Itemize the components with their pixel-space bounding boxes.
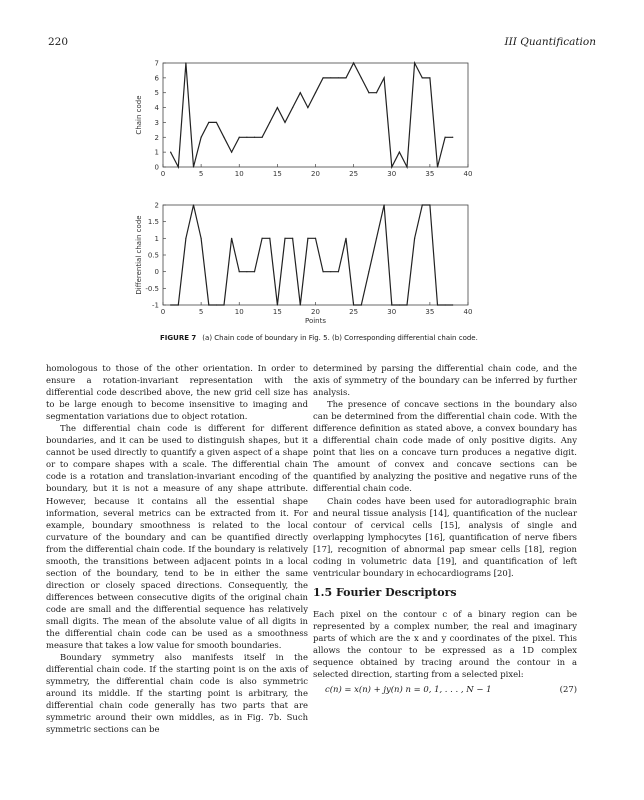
- data-point: [193, 204, 194, 205]
- x-tick-label: 20: [311, 170, 320, 178]
- data-point: [223, 304, 224, 305]
- data-point: [170, 152, 171, 153]
- x-tick-label: 35: [425, 170, 435, 178]
- data-point: [391, 166, 392, 167]
- y-tick-label: 1.5: [147, 218, 159, 227]
- data-point: [292, 107, 293, 108]
- data-point: [178, 304, 179, 305]
- data-point: [246, 137, 247, 138]
- data-point: [437, 166, 438, 167]
- data-point: [429, 204, 430, 205]
- equation-number: (27): [559, 684, 577, 695]
- series-line: [171, 63, 453, 167]
- running-header: III Quantification: [504, 36, 596, 48]
- x-tick-label: 25: [349, 170, 359, 178]
- paragraph: Chain codes have been used for autoradiographic brain and neural tissue analysis [14], quantification of the nuclear contour of cervical cells [15], analysis of single and overlapping lymphocytes [16], quantification of nerve fibers [17], recognition of abnormal pap smear cells [18], region coding in volumetric data [19], and quantification of left ventricular boundary in echocardiograms [20].: [313, 495, 577, 578]
- data-point: [216, 304, 217, 305]
- data-point: [277, 304, 278, 305]
- data-point: [429, 77, 430, 78]
- x-tick-label: 30: [387, 308, 397, 316]
- series-line: [171, 205, 453, 305]
- data-point: [376, 92, 377, 93]
- data-point: [391, 304, 392, 305]
- y-tick-label: 1: [154, 148, 159, 157]
- figure-caption: [160, 334, 478, 342]
- paragraph: Boundary symmetry also manifests itself in the differential chain code. If the starting point is on the axis of symmetry, the differential chain code is also symmetric around its middle. If the starting point is arbitrary, the differential chain code generally has two parts that are symmetric around their own middles, as in Fig. 7b. Such symmetric sections can be: [46, 652, 308, 735]
- data-point: [307, 107, 308, 108]
- data-point: [269, 122, 270, 123]
- data-point: [231, 238, 232, 239]
- data-point: [445, 304, 446, 305]
- y-axis-label: Differential chain code: [135, 215, 143, 295]
- y-tick-label: 0: [154, 163, 159, 172]
- y-tick-label: 6: [154, 74, 159, 83]
- y-tick-label: 0.5: [147, 251, 159, 260]
- plot-frame: [163, 205, 468, 305]
- y-tick-label: 1: [154, 234, 159, 243]
- data-point: [269, 238, 270, 239]
- data-point: [216, 122, 217, 123]
- y-tick-label: 5: [154, 89, 159, 98]
- data-point: [300, 304, 301, 305]
- data-point: [406, 166, 407, 167]
- x-tick-label: 20: [311, 308, 320, 316]
- data-point: [185, 238, 186, 239]
- data-point: [323, 77, 324, 78]
- data-point: [193, 166, 194, 167]
- chart-b-differential-chain-code: [135, 202, 472, 326]
- x-tick-label: 30: [387, 170, 397, 178]
- data-point: [330, 271, 331, 272]
- data-point: [414, 62, 415, 63]
- data-point: [246, 271, 247, 272]
- x-tick-label: 10: [234, 170, 244, 178]
- data-point: [422, 77, 423, 78]
- x-tick-label: 25: [349, 308, 359, 316]
- data-point: [178, 166, 179, 167]
- x-tick-label: 15: [272, 308, 282, 316]
- data-point: [330, 77, 331, 78]
- data-point: [384, 204, 385, 205]
- data-point: [292, 238, 293, 239]
- data-point: [300, 92, 301, 93]
- x-tick-label: 35: [425, 308, 435, 316]
- x-tick-label: 40: [463, 170, 473, 178]
- x-tick-label: 15: [272, 170, 282, 178]
- data-point: [368, 92, 369, 93]
- data-point: [384, 77, 385, 78]
- data-point: [284, 122, 285, 123]
- data-point: [284, 238, 285, 239]
- y-tick-label: -0.5: [145, 284, 159, 293]
- data-point: [254, 137, 255, 138]
- data-point: [376, 238, 377, 239]
- data-point: [445, 137, 446, 138]
- data-point: [368, 271, 369, 272]
- figure-7: [0, 0, 644, 340]
- caption-label: FIGURE 7: [160, 334, 197, 342]
- data-point: [353, 62, 354, 63]
- data-point: [239, 271, 240, 272]
- data-point: [437, 304, 438, 305]
- data-point: [201, 137, 202, 138]
- data-point: [323, 271, 324, 272]
- data-point: [399, 152, 400, 153]
- y-tick-label: 0: [154, 268, 159, 277]
- paragraph: The differential chain code is different for different boundaries, and it can be used to distinguish shapes, but it cannot be used directly to quantify a given aspect of a shape or to compare shapes with a scale. The differential chain code is a rotation and translation-invariant encoding of the boundary, but it is not a measure of any shape attribute. However, because it contains all the essential shape information, several metrics can be extracted from it. For example, boundary smoothness is related to the local curvature of the boundary and can be quantified directly from the differential chain code. If the boundary is relatively smooth, the transitions between adjacent points in a local section of the boundary, tend to be in either the same direction or closely spaced directions. Consequently, the differences between consecutive digits of the original chain code are small and the differential sequence has relatively small digits. The mean of the absolute value of all digits in the differential chain code can be used as a smoothness measure that takes a low value for smooth boundaries.: [46, 423, 308, 651]
- data-point: [277, 107, 278, 108]
- data-point: [262, 238, 263, 239]
- data-point: [452, 304, 453, 305]
- x-axis-label: Points: [304, 317, 327, 325]
- x-tick-label: 5: [198, 308, 204, 316]
- data-point: [170, 304, 171, 305]
- data-point: [361, 77, 362, 78]
- data-point: [414, 238, 415, 239]
- data-point: [338, 271, 339, 272]
- data-point: [185, 62, 186, 63]
- paragraph: The presence of concave sections in the boundary also can be determined from the differential chain code. With the difference definition as stated above, a convex boundary has a differential chain code made of only positive digits. Any point that lies on a concave turn produces a negative digit. The amount of convex and concave sections can be quantified by analyzing the positive and negative runs of the differential chain code.: [313, 399, 577, 494]
- data-point: [345, 77, 346, 78]
- data-point: [399, 304, 400, 305]
- y-tick-label: 7: [154, 59, 159, 68]
- chart-a-chain-code: [135, 60, 472, 179]
- data-point: [231, 152, 232, 153]
- paragraph: homologous to those of the other orientation. In order to ensure a rotation-invariant representation with the differential code described above, the new grid cell size has to be large enough to become insensitive to imaging and segmentation variations due to object rotation.: [46, 363, 308, 422]
- data-point: [208, 122, 209, 123]
- data-point: [406, 304, 407, 305]
- data-point: [307, 238, 308, 239]
- equation-27: [313, 683, 577, 695]
- x-tick-label: 10: [234, 308, 244, 316]
- x-tick-label: 0: [160, 308, 166, 316]
- data-point: [262, 137, 263, 138]
- data-point: [345, 238, 346, 239]
- x-tick-label: 40: [463, 308, 473, 316]
- y-tick-label: 3: [154, 118, 159, 127]
- data-point: [315, 92, 316, 93]
- data-point: [361, 304, 362, 305]
- y-tick-label: 2: [154, 201, 159, 210]
- y-tick-label: -1: [152, 301, 159, 310]
- data-point: [208, 304, 209, 305]
- text-column-left: [46, 362, 308, 735]
- y-axis-label: Chain code: [135, 95, 143, 135]
- paragraph: determined by parsing the differential chain code, and the axis of symmetry of the boundary can be inferred by further analysis.: [313, 363, 577, 398]
- data-point: [422, 204, 423, 205]
- y-tick-label: 4: [154, 104, 159, 113]
- data-point: [338, 77, 339, 78]
- paragraph: Each pixel on the contour c of a binary region can be represented by a complex number, the real and imaginary parts of which are the x and y coordinates of the pixel. This allows the contour to be expressed as a 1D complex sequence obtained by tracing around the contour in a selected direction, starting from a selected pixel:: [313, 608, 577, 680]
- data-point: [254, 271, 255, 272]
- equation-text: c(n) = x(n) + jy(n) n = 0, 1, . . . , N − 1: [325, 684, 492, 695]
- x-tick-label: 0: [160, 170, 166, 178]
- text-column-right: [313, 362, 577, 695]
- data-point: [239, 137, 240, 138]
- x-tick-label: 5: [198, 170, 204, 178]
- data-point: [315, 238, 316, 239]
- data-point: [353, 304, 354, 305]
- data-point: [201, 238, 202, 239]
- data-point: [452, 137, 453, 138]
- caption-text: (a) Chain code of boundary in Fig. 5. (b) Corresponding differential chain code.: [202, 334, 478, 342]
- page-number: 220: [48, 36, 69, 48]
- data-point: [223, 137, 224, 138]
- plot-frame: [163, 63, 468, 167]
- section-heading: 1.5 Fourier Descriptors: [313, 585, 457, 599]
- y-tick-label: 2: [154, 133, 159, 142]
